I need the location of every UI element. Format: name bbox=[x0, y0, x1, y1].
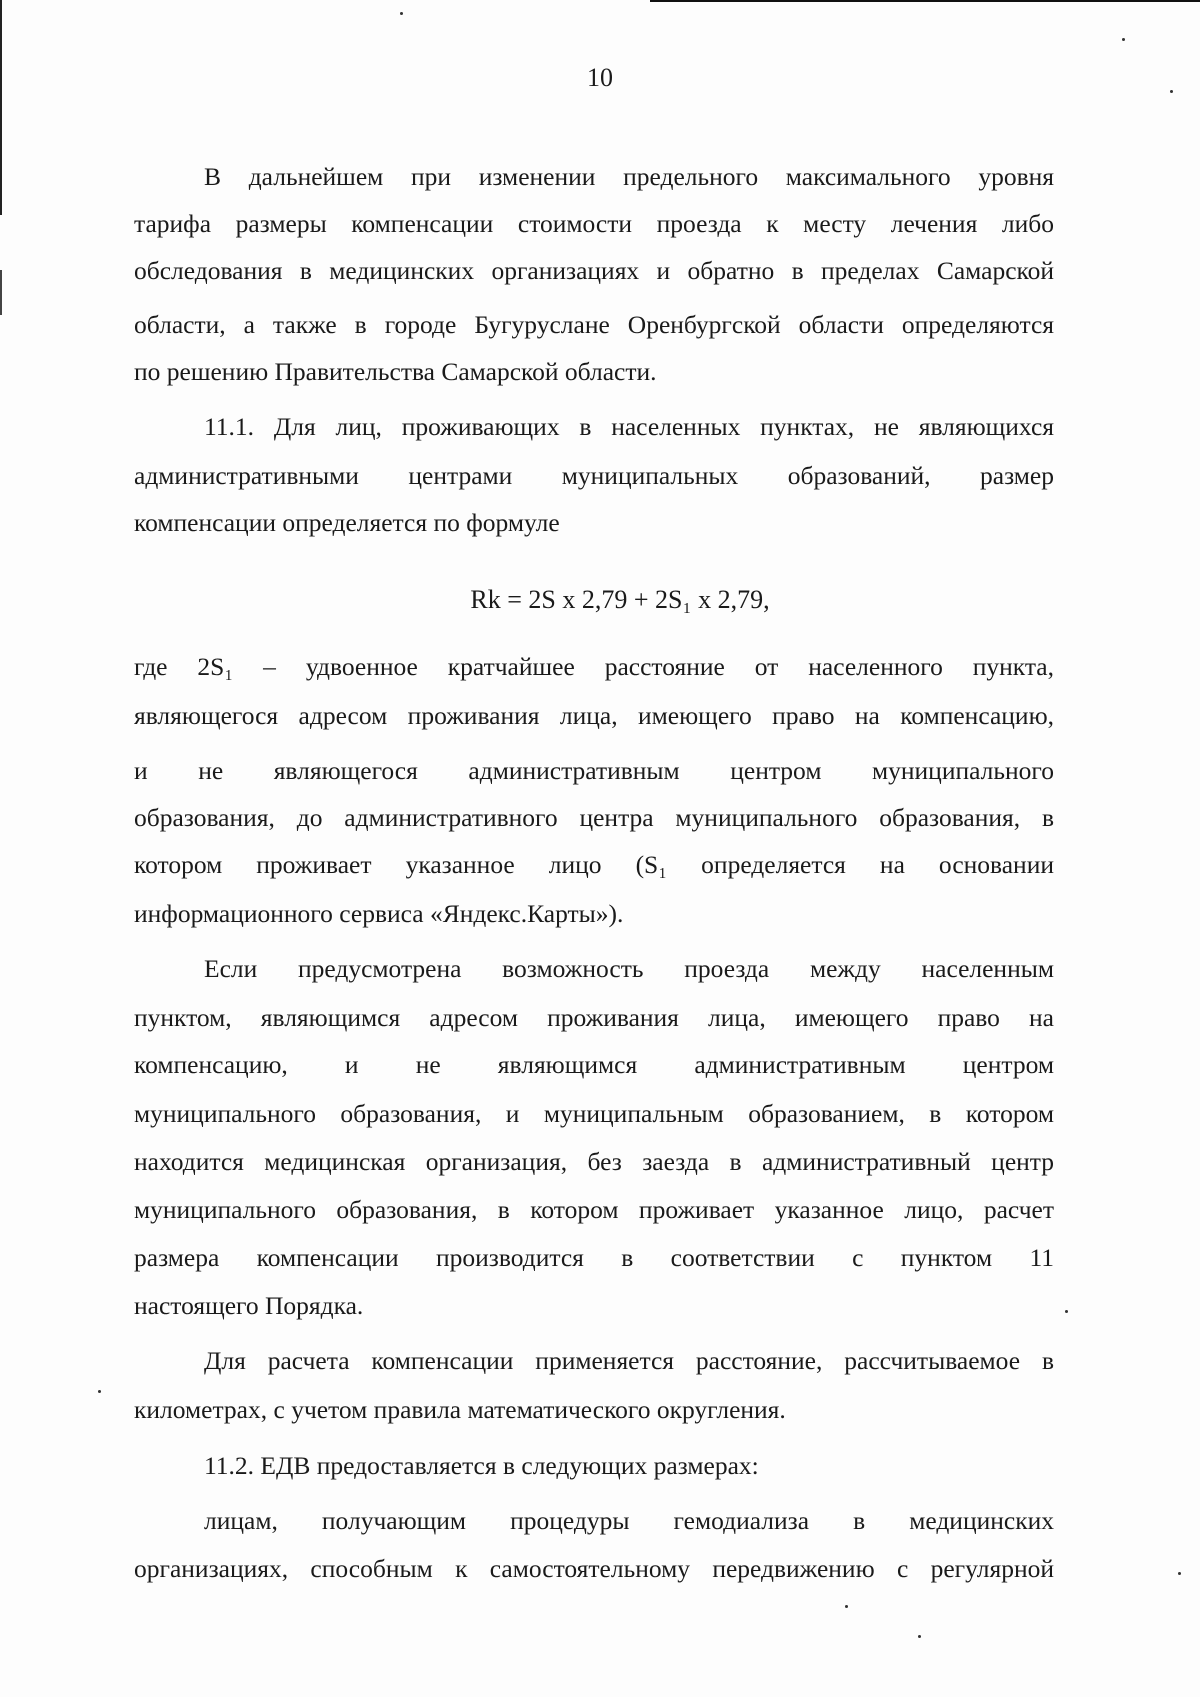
text-line: образования, до административного центра муниципального образования, в bbox=[134, 803, 1054, 832]
text-line: лицам, получающим процедуры гемодиализа в медицинских bbox=[204, 1506, 1054, 1535]
text-line: котором проживает указанное лицо (S₁ определяется на основании bbox=[134, 850, 1054, 879]
text-line: Если предусмотрена возможность проезда между населенным bbox=[204, 954, 1054, 983]
text-line: километрах, с учетом правила математического округления. bbox=[134, 1395, 786, 1424]
text-line: области, а также в городе Бугуруслане Оренбургской области определяются bbox=[134, 310, 1054, 339]
text-line: Для расчета компенсации применяется расстояние, рассчитываемое в bbox=[204, 1346, 1054, 1375]
scan-speck bbox=[845, 1605, 848, 1608]
scan-edge-artifact bbox=[0, 0, 2, 215]
scan-edge-artifact bbox=[650, 0, 1200, 2]
scan-speck bbox=[400, 12, 403, 15]
text-line: обследования в медицинских организациях и обратно в пределах Самарской bbox=[134, 256, 1054, 285]
scan-speck bbox=[98, 1390, 101, 1393]
text-line: тарифа размеры компенсации стоимости проезда к месту лечения либо bbox=[134, 209, 1054, 238]
scan-speck bbox=[918, 1635, 921, 1638]
text-line: и не являющегося административным центром муниципального bbox=[134, 756, 1054, 785]
text-line: муниципального образования, в котором проживает указанное лицо, расчет bbox=[134, 1195, 1054, 1224]
scan-speck bbox=[1178, 1572, 1181, 1575]
text-line: 11.2. ЕДВ предоставляется в следующих размерах: bbox=[204, 1451, 759, 1480]
text-line: пунктом, являющимся адресом проживания лица, имеющего право на bbox=[134, 1003, 1054, 1032]
text-line: по решению Правительства Самарской области. bbox=[134, 357, 657, 386]
text-line: компенсации определяется по формуле bbox=[134, 508, 560, 537]
text-line: организациях, способным к самостоятельному передвижению с регулярной bbox=[134, 1554, 1054, 1583]
text-line: настоящего Порядка. bbox=[134, 1291, 364, 1320]
text-line: информационного сервиса «Яндекс.Карты»). bbox=[134, 899, 624, 928]
formula: Rk = 2S х 2,79 + 2S₁ х 2,79, bbox=[470, 585, 770, 614]
text-line: компенсацию, и не являющимся административным центром bbox=[134, 1050, 1054, 1079]
text-line: находится медицинская организация, без заезда в административный центр bbox=[134, 1147, 1054, 1176]
text-line: где 2S₁ – удвоенное кратчайшее расстояние от населенного пункта, bbox=[134, 652, 1054, 681]
text-line: 11.1. Для лиц, проживающих в населенных пунктах, не являющихся bbox=[204, 412, 1054, 441]
text-line: административными центрами муниципальных образований, размер bbox=[134, 461, 1054, 490]
text-line: муниципального образования, и муниципальным образованием, в котором bbox=[134, 1099, 1054, 1128]
text-line: размера компенсации производится в соответствии с пунктом 11 bbox=[134, 1243, 1054, 1272]
scan-edge-artifact bbox=[0, 270, 2, 315]
scan-speck bbox=[1065, 1310, 1068, 1313]
text-line: являющегося адресом проживания лица, имеющего право на компенсацию, bbox=[134, 701, 1054, 730]
page-number: 10 bbox=[587, 63, 613, 92]
scan-speck bbox=[1122, 38, 1125, 41]
text-line: В дальнейшем при изменении предельного максимального уровня bbox=[204, 162, 1054, 191]
